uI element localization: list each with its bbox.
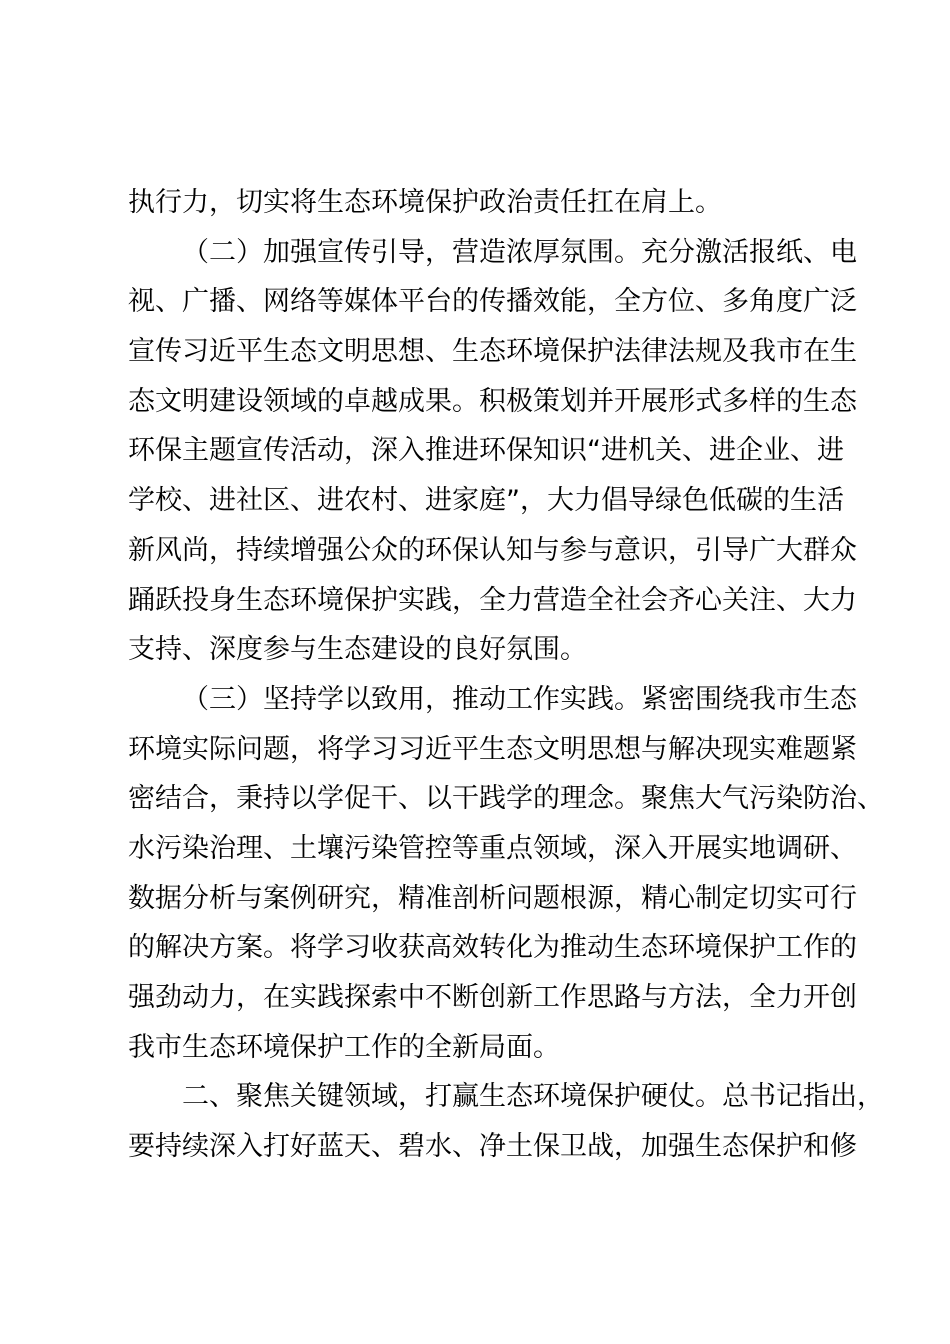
text-line: 水污染治理、土壤污染管控等重点领域，深入开展实地调研、 [128, 832, 857, 864]
text-line: 宣传习近平生态文明思想、生态环境保护法律法规及我市在生 [128, 336, 857, 368]
text-line: 的解决方案。将学习收获高效转化为推动生态环境保护工作的 [128, 932, 857, 964]
section-heading-line: 二、聚焦关键领域，打赢生态环境保护硬仗。总书记指出， [182, 1081, 884, 1113]
text-line: 数据分析与案例研究，精准剖析问题根源，精心制定切实可行 [128, 882, 857, 914]
text-line: 视、广播、网络等媒体平台的传播效能，全方位、多角度广泛 [128, 286, 857, 318]
text-line: 执行力，切实将生态环境保护政治责任扛在肩上。 [128, 187, 722, 218]
body-text [128, 178, 884, 1172]
text-line: 要持续深入打好蓝天、碧水、净土保卫战，加强生态保护和修 [128, 1131, 857, 1163]
text-line: 踊跃投身生态环境保护实践，全力营造全社会齐心关注、大力 [128, 584, 857, 616]
text-line: 态文明建设领域的卓越成果。积极策划并开展形式多样的生态 [128, 385, 857, 417]
text-line: 支持、深度参与生态建设的良好氛围。 [128, 634, 587, 666]
text-line: 环境实际问题，将学习习近平生态文明思想与解决现实难题紧 [128, 733, 857, 765]
text-line: 我市生态环境保护工作的全新局面。 [128, 1031, 560, 1063]
text-line: 密结合，秉持以学促干、以干践学的理念。聚焦大气污染防治、 [128, 783, 884, 815]
text-line: 环保主题宣传活动，深入推进环保知识“进机关、进企业、进 [128, 435, 844, 467]
text-line: 强劲动力，在实践探索中不断创新工作思路与方法，全力开创 [128, 982, 857, 1013]
text-line: 新风尚，持续增强公众的环保认知与参与意识，引导广大群众 [128, 534, 857, 566]
section-heading-line: （三）坚持学以致用，推动工作实践。紧密围绕我市生态 [182, 683, 857, 715]
text-line: 学校、进社区、进农村、进家庭”，大力倡导绿色低碳的生活 [128, 485, 844, 517]
section-heading-line: （二）加强宣传引导，营造浓厚氛围。充分激活报纸、电 [182, 236, 857, 268]
